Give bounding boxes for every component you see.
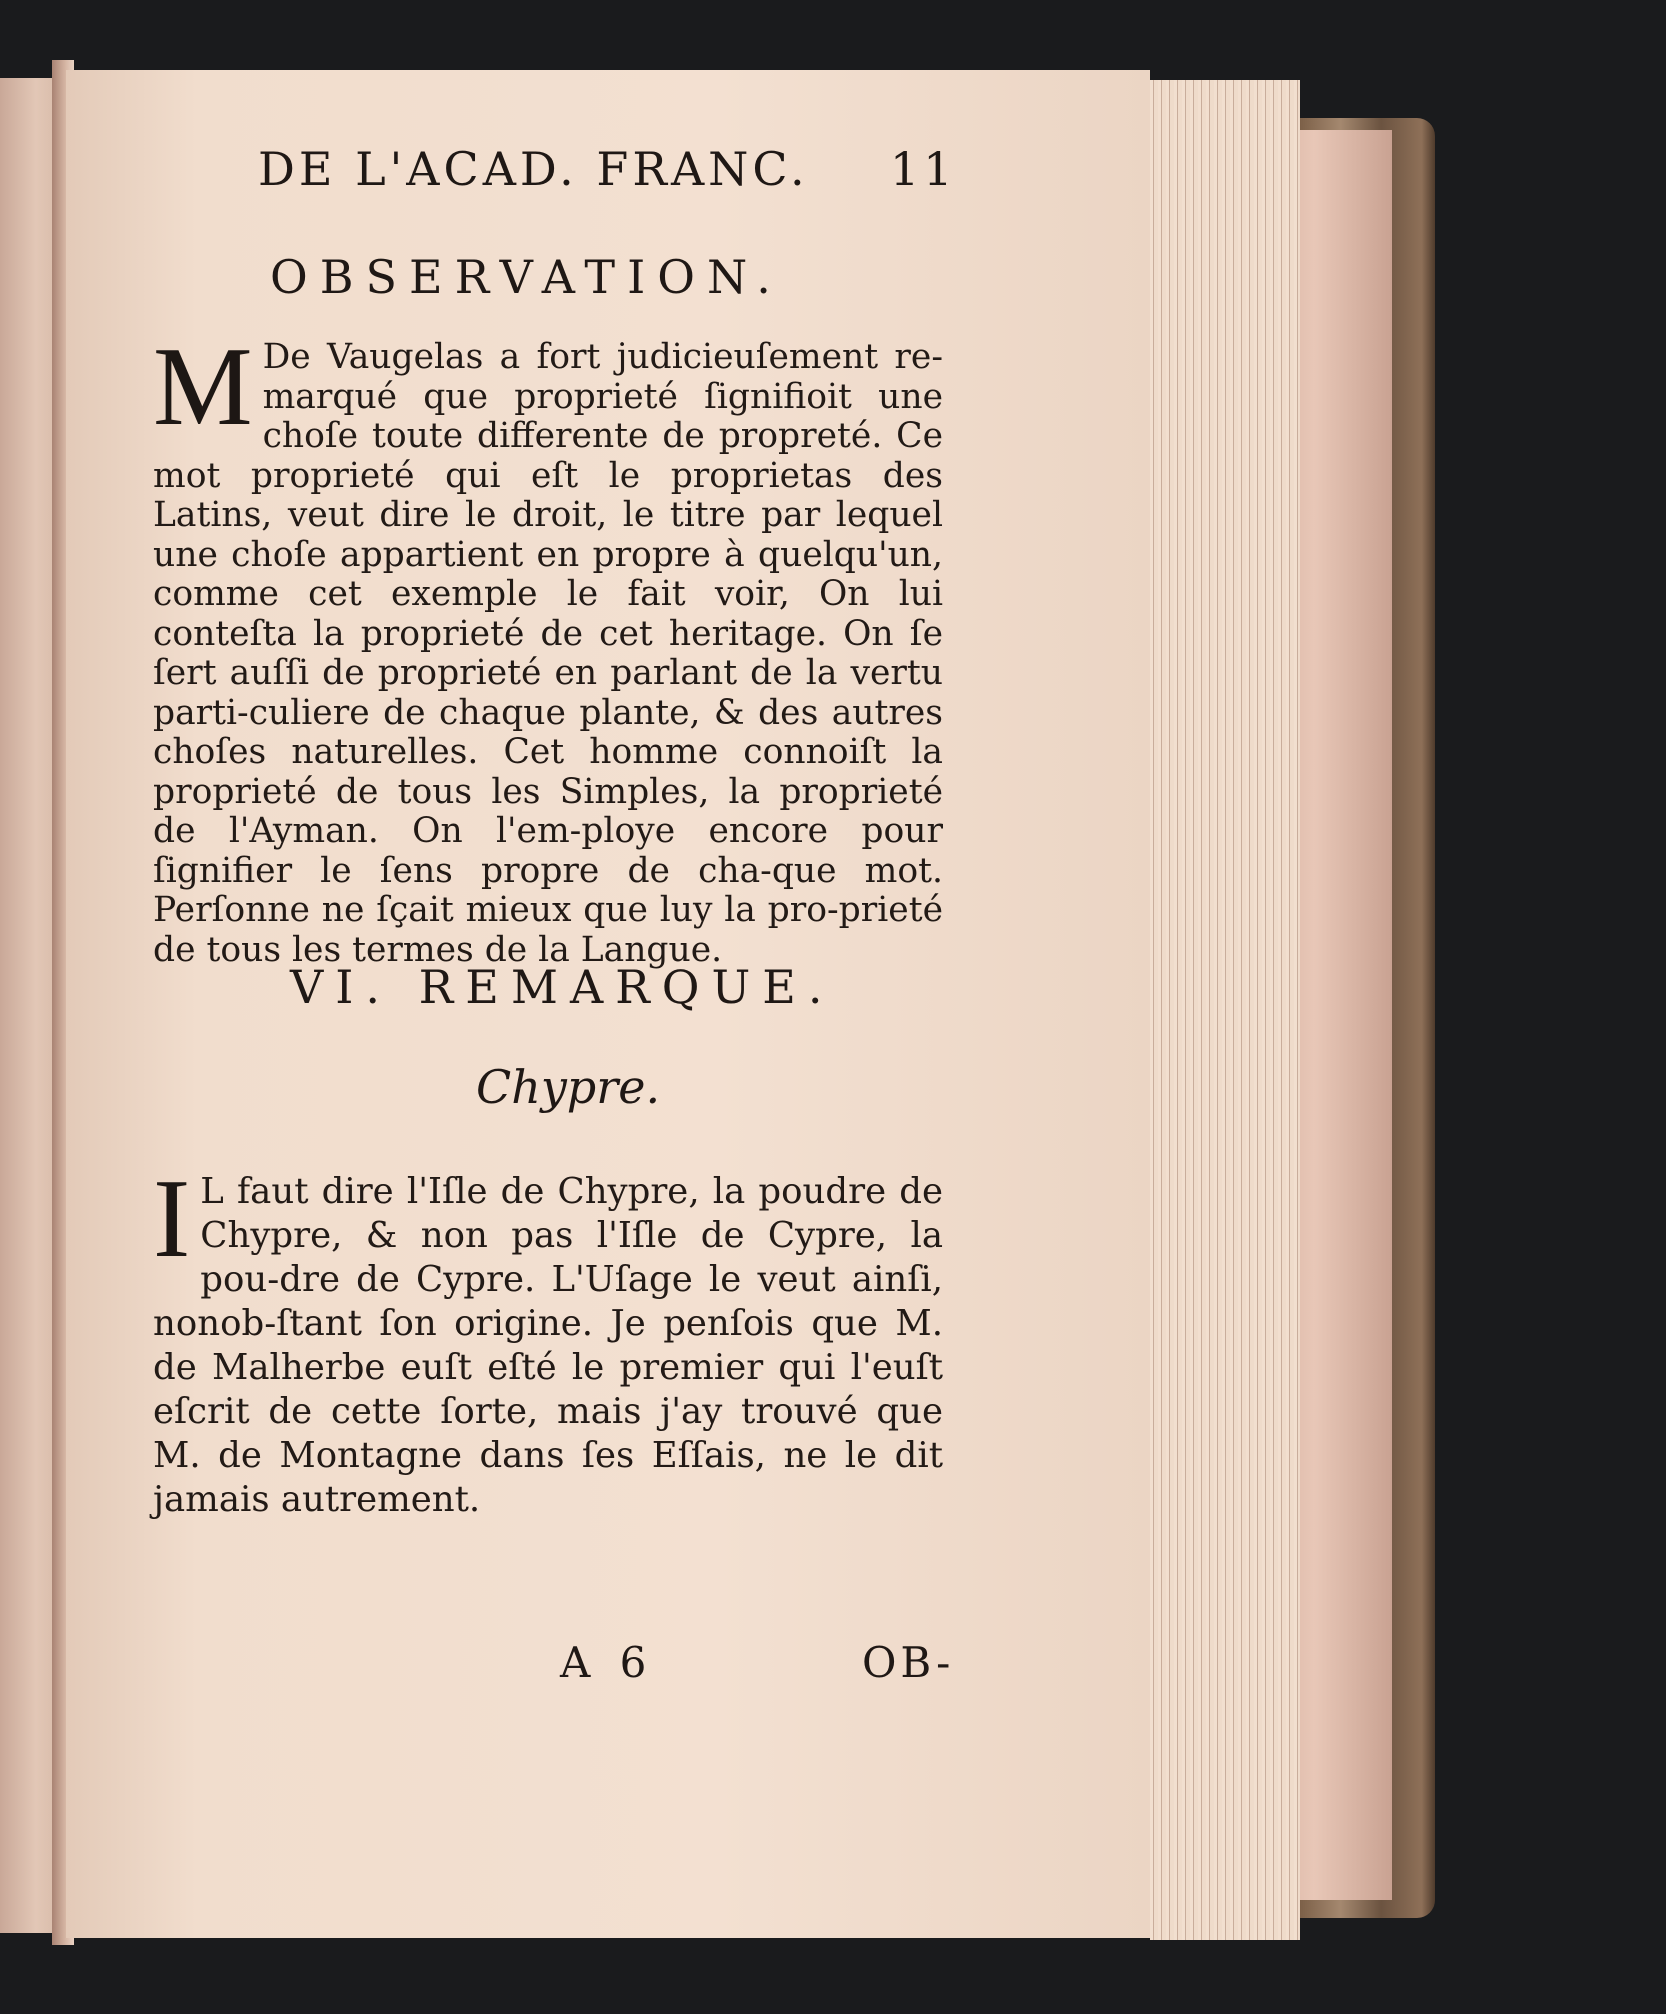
observation-heading: OBSERVATION. xyxy=(270,250,783,304)
running-head: DE L'ACAD. FRANC. xyxy=(258,142,809,196)
catchword: OB- xyxy=(862,1638,955,1687)
remarque-paragraph xyxy=(153,1157,943,1522)
remarque-body: L faut dire l'Iſle de Chypre, la poudre de Chypre, & non pas l'Iſle de Cypre, la pou-dre de Cypre. L'Uſage le veut ainſi, nonob-ſtant ſon origine. Je penſois que M. de Malherbe euſt eſté le premier qui l'euſt eſcrit de cette ſorte, mais j'ay trouvé que M. de Montagne dans ſes Eſſais, ne le dit jamais autrement. xyxy=(153,1171,943,1520)
drop-cap: M xyxy=(153,325,253,449)
signature-mark: A 6 xyxy=(560,1638,655,1687)
page-stack xyxy=(1150,80,1300,1940)
remarque-subtitle: Chypre. xyxy=(476,1060,661,1114)
left-page-edge xyxy=(0,78,60,1933)
observation-body: De Vaugelas a fort judicieuſement re-marqué que proprieté ſignifioit une choſe toute differente de propreté. Ce mot proprieté qui eſt le proprietas des Latins, veut dire le droit, le titre par lequel une choſe appartient en propre à quelqu'un, comme cet exemple le fait voir, On lui conteſta la proprieté de cet heritage. On ſe ſert auſſi de proprieté en parlant de la vertu parti-culiere de chaque plante, & des autres choſes naturelles. Cet homme connoiſt la proprieté de tous les Simples, la proprieté de l'Ayman. On l'em-ploye encore pour ſignifier le ſens propre de cha-que mot. Perſonne ne ſçait mieux que luy la pro-prieté de tous les termes de la Langue. xyxy=(153,337,943,970)
page-number: 11 xyxy=(890,142,957,196)
observation-paragraph xyxy=(153,325,943,970)
remarque-heading: VI. REMARQUE. xyxy=(290,960,835,1014)
drop-cap: I xyxy=(153,1157,191,1281)
